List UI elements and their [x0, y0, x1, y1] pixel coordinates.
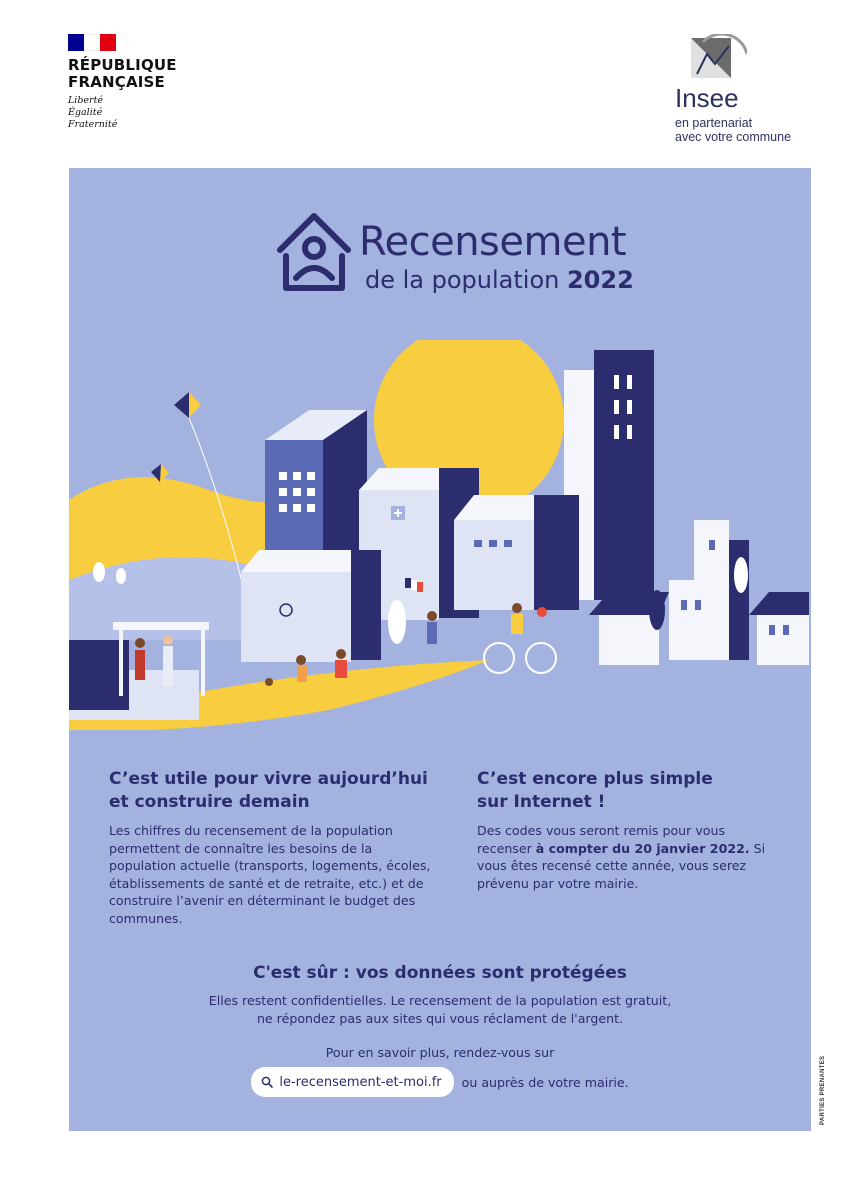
insee-name: Insee — [675, 83, 739, 113]
right-body-end: Si vous êtes recensé cette année, vous serez prévenu par votre mairie. — [477, 840, 766, 891]
republique-francaise-logo — [68, 34, 208, 131]
town-illustration — [69, 340, 811, 730]
more-info-intro: Pour en savoir plus, rendez-vous sur — [325, 1045, 555, 1060]
insee-subtitle: en partenariat avec votre commune — [675, 116, 792, 144]
right-body — [477, 822, 781, 892]
website-link-pill[interactable] — [251, 1067, 453, 1097]
left-body: Les chiffres du recensement de la population permettent de connaître les besoins de la population actuelle (transports, logements, écoles, établissements de santé et de retraite, etc.) et de construire l’avenir en déterminant le budget des communes. — [109, 823, 431, 926]
right-body-date: à compter du 20 janvier 2022. — [535, 840, 750, 856]
left-heading: C’est utile pour vivre aujourd’hui et construire demain — [109, 769, 428, 812]
republique-francaise-name: RÉPUBLIQUE FRANÇAISE — [68, 56, 177, 91]
poster-title: Recensement — [359, 219, 627, 265]
poster-year: 2022 — [566, 266, 634, 294]
more-info-row — [69, 1067, 811, 1097]
search-icon — [261, 1076, 273, 1088]
poster-subtitle — [365, 266, 634, 294]
security-line-1: Elles restent confidentielles. Le recensement de la population est gratuit, — [208, 993, 672, 1008]
security-heading: C'est sûr : vos données sont protégées — [253, 963, 627, 983]
website-link-text: le-recensement-et-moi.fr — [279, 1074, 442, 1090]
more-info-after-link: ou auprès de votre mairie. — [461, 1074, 629, 1090]
insee-mark-icon — [683, 34, 747, 84]
right-heading: C’est encore plus simple sur Internet ! — [477, 769, 713, 812]
marianne-flag-icon — [68, 34, 116, 51]
poster-panel — [69, 168, 811, 1131]
poster-subtitle-text: de la population — [365, 266, 560, 294]
security-line-2: ne répondez pas aux sites qui vous réclament de l'argent. — [256, 1011, 624, 1026]
side-note: PARTIES PRENANTES — [820, 1055, 826, 1125]
house-person-icon — [274, 206, 354, 292]
right-body-start: Des codes vous seront remis pour vous recenser — [477, 823, 726, 856]
republique-motto: Liberté Égalité Fraternité — [68, 95, 118, 130]
